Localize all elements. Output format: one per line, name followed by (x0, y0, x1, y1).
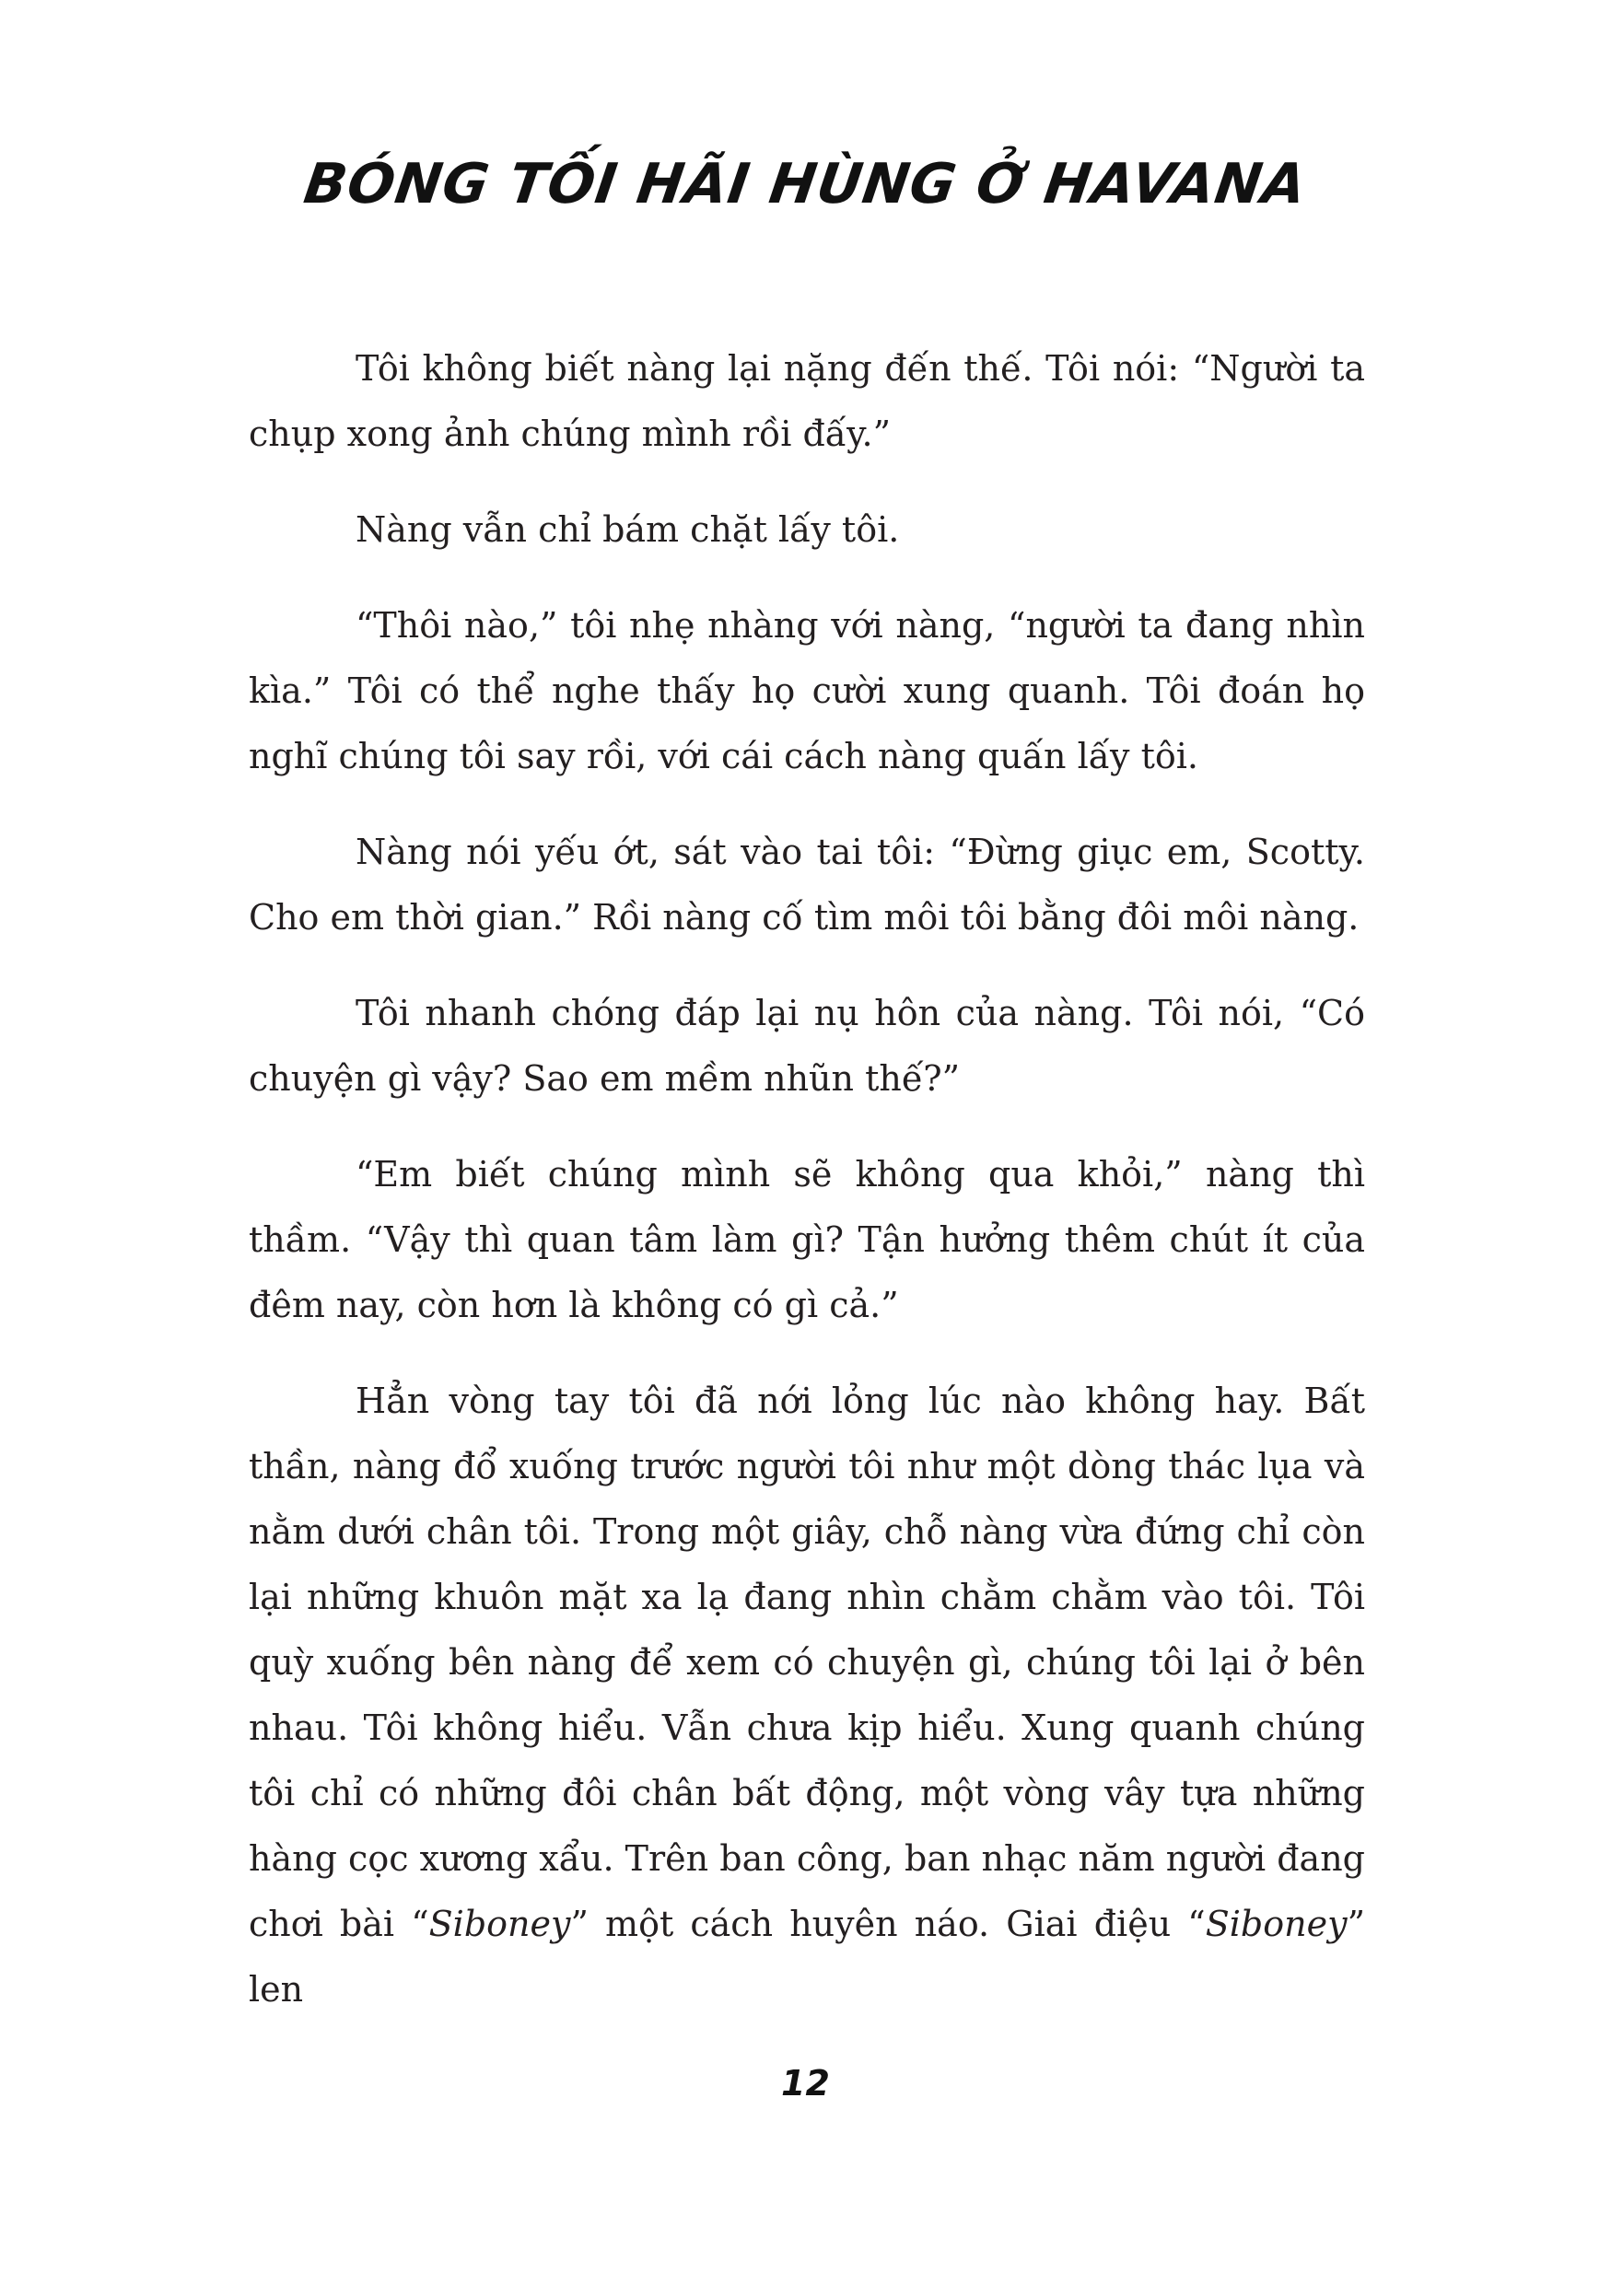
paragraph-last (249, 1369, 1365, 2022)
text-run: ” một cách huyên náo. Giai điệu “ (570, 1904, 1206, 1944)
running-title: BÓNG TỐI HÃI HÙNG Ở HAVANA (299, 152, 1312, 216)
paragraph: Nàng vẫn chỉ bám chặt lấy tôi. (356, 509, 900, 550)
paragraph: Tôi không biết nàng lại nặng đến thế. Tôi nói: “Người ta chụp xong ảnh chúng mình rồi đấy.” (249, 348, 1365, 454)
page-number: 12 (781, 2063, 830, 2104)
body-text (249, 336, 1365, 2022)
song-title: Siboney (1205, 1904, 1348, 1944)
paragraph: “Em biết chúng mình sẽ không qua khỏi,” nàng thì thầm. “Vậy thì quan tâm làm gì? Tận hưởng thêm chút ít của đêm nay, còn hơn là không có gì cả.” (249, 1154, 1365, 1325)
paragraph: Tôi nhanh chóng đáp lại nụ hôn của nàng. Tôi nói, “Có chuyện gì vậy? Sao em mềm nhũn thế?” (249, 993, 1365, 1099)
paragraph: “Thôi nào,” tôi nhẹ nhàng với nàng, “người ta đang nhìn kìa.” Tôi có thể nghe thấy họ cười xung quanh. Tôi đoán họ nghĩ chúng tôi say rồi, với cái cách nàng quấn lấy tôi. (249, 605, 1365, 776)
song-title: Siboney (428, 1904, 571, 1944)
paragraph: Nàng nói yếu ớt, sát vào tai tôi: “Đừng giục em, Scotty. Cho em thời gian.” Rồi nàng cố tìm môi tôi bằng đôi môi nàng. (249, 832, 1365, 938)
text-run: ” len (249, 1904, 1365, 2010)
text-run: Hẳn vòng tay tôi đã nới lỏng lúc nào không hay. Bất thần, nàng đổ xuống trước người tôi như một dòng thác lụa và nằm dưới chân tôi. Trong một giây, chỗ nàng vừa đứng chỉ còn lại những khuôn mặt xa lạ đang nhìn chằm chằm vào tôi. Tôi quỳ xuống bên nàng để xem có chuyện gì, chúng tôi lại ở bên nhau. Tôi không hiểu. Vẫn chưa kịp hiểu. Xung quanh chúng tôi chỉ có những đôi chân bất động, một vòng vây tựa những hàng cọc xương xẩu. Trên ban công, ban nhạc năm người đang chơi bài “ (249, 1381, 1365, 1944)
